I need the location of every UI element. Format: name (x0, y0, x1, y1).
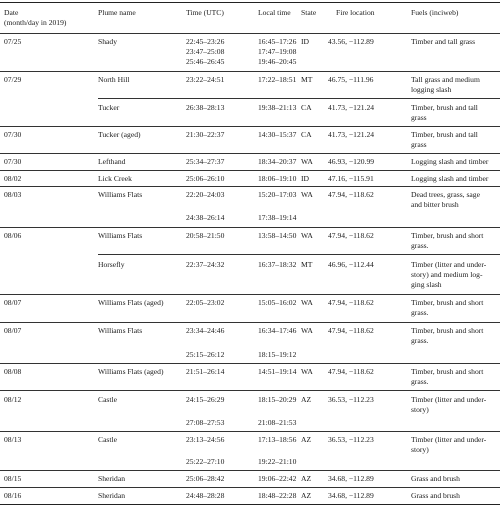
row-date: 08/13 (4, 435, 22, 444)
row-time: 22:20–24:03 (186, 190, 225, 199)
row-time: 22:37–24:32 (186, 260, 225, 269)
row-date: 08/15 (4, 474, 22, 483)
row-rule (0, 294, 500, 295)
row-time: 25:06–28:42 (186, 474, 225, 483)
row-state: AZ (301, 491, 312, 500)
row-fuel: Timber, brush and short (411, 326, 484, 335)
row-local: 13:58–14:50 (258, 231, 297, 240)
row-local: 14:30–15:37 (258, 130, 297, 139)
row-plume: Shady (98, 37, 117, 46)
row-fuel: grass. (411, 377, 429, 386)
row-rule (0, 390, 500, 391)
row-local: 18:15–20:29 (258, 395, 297, 404)
row-fire: 47.94, −118.62 (328, 298, 374, 307)
row-fuel: Timber, brush and tall (411, 103, 478, 112)
header-time: Time (UTC) (186, 8, 224, 17)
table-top-rule (0, 2, 500, 3)
row-local: 21:08–21:53 (258, 418, 297, 427)
row-time: 24:15–26:29 (186, 395, 225, 404)
row-rule (0, 227, 500, 228)
row-state: WA (301, 231, 313, 240)
row-state: AZ (301, 435, 312, 444)
row-time: 22:05–23:02 (186, 298, 225, 307)
row-time: 24:38–26:14 (186, 213, 225, 222)
row-fuel: story) and medium log- (411, 270, 483, 279)
row-local: 17:47–19:08 (258, 47, 297, 56)
row-fuel: logging slash (411, 85, 452, 94)
row-local: 16:34–17:46 (258, 326, 297, 335)
row-fire: 46.93, −120.99 (328, 157, 375, 166)
row-local: 19:46–20:45 (258, 57, 297, 66)
row-plume: Castle (98, 435, 117, 444)
row-time: 25:15–26:12 (186, 350, 225, 359)
row-date: 08/08 (4, 367, 22, 376)
row-fuel: Timber and tall grass (411, 37, 476, 46)
row-state: WA (301, 157, 313, 166)
row-plume: Tucker (98, 103, 120, 112)
row-rule (98, 254, 500, 255)
row-fuel: grass (411, 113, 427, 122)
row-local: 16:45–17:26 (258, 37, 297, 46)
row-fuel: grass. (411, 336, 429, 345)
header-date-sub: (month/day in 2019) (4, 18, 67, 27)
row-local: 15:20–17:03 (258, 190, 297, 199)
row-fire: 47.16, −115.91 (328, 174, 374, 183)
table-bottom-rule (0, 504, 500, 505)
row-plume: Castle (98, 395, 117, 404)
row-fire: 36.53, −112.23 (328, 395, 374, 404)
row-local: 18:48–22:28 (258, 491, 297, 500)
row-fuel: and bitter brush (411, 200, 459, 209)
row-date: 07/30 (4, 157, 22, 166)
row-time: 25:22–27:10 (186, 457, 225, 466)
row-rule (0, 153, 500, 154)
row-plume: Williams Flats (98, 326, 143, 335)
row-fuel: story) (411, 405, 429, 414)
row-local: 15:05–16:02 (258, 298, 297, 307)
header-rule (0, 33, 500, 34)
row-time: 27:08–27:53 (186, 418, 225, 427)
row-date: 08/02 (4, 174, 22, 183)
row-local: 17:13–18:56 (258, 435, 297, 444)
row-date: 08/07 (4, 326, 22, 335)
row-fire: 47.94, −118.62 (328, 190, 374, 199)
row-date: 08/12 (4, 395, 22, 404)
row-state: CA (301, 103, 312, 112)
row-plume: Sheridan (98, 474, 125, 483)
row-local: 18:34–20:37 (258, 157, 297, 166)
row-fuel: grass (411, 140, 427, 149)
row-state: MT (301, 260, 313, 269)
row-time: 25:06–26:10 (186, 174, 225, 183)
row-fire: 46.75, −111.96 (328, 75, 374, 84)
row-time: 23:47–25:08 (186, 47, 225, 56)
row-fuel: Timber, brush and short (411, 367, 484, 376)
row-fuel: Timber (litter and under- (411, 260, 487, 269)
row-fuel: Timber, brush and tall (411, 130, 478, 139)
row-fuel: Grass and brush (411, 474, 460, 483)
row-state: MT (301, 75, 313, 84)
row-plume: Williams Flats (98, 231, 143, 240)
row-plume: Horsefly (98, 260, 125, 269)
row-time: 25:34–27:37 (186, 157, 225, 166)
row-fuel: Timber, brush and short (411, 231, 484, 240)
row-state: AZ (301, 395, 312, 404)
row-state: WA (301, 190, 313, 199)
row-fuel: Tall grass and medium (411, 75, 480, 84)
header-plume: Plume name (98, 8, 136, 17)
row-plume: Lefthand (98, 157, 126, 166)
row-fire: 47.94, −118.62 (328, 326, 374, 335)
row-fuel: Logging slash and timber (411, 157, 489, 166)
row-fuel: Grass and brush (411, 491, 460, 500)
row-rule (0, 126, 500, 127)
row-fire: 36.53, −112.23 (328, 435, 374, 444)
row-state: ID (301, 37, 310, 46)
row-fuel: Logging slash and timber (411, 174, 489, 183)
row-time: 21:51–26:14 (186, 367, 225, 376)
row-rule (0, 186, 500, 187)
row-date: 08/03 (4, 190, 22, 199)
row-state: ID (301, 174, 310, 183)
row-local: 17:22–18:51 (258, 75, 297, 84)
row-fire: 34.68, −112.89 (328, 474, 374, 483)
header-date: Date (4, 8, 19, 17)
row-date: 08/07 (4, 298, 22, 307)
row-fire: 47.94, −118.62 (328, 367, 374, 376)
row-rule (98, 98, 500, 99)
row-state: WA (301, 326, 313, 335)
row-time: 26:38–28:13 (186, 103, 225, 112)
row-rule (0, 431, 500, 432)
row-time: 20:58–21:50 (186, 231, 225, 240)
row-fuel: Timber (litter and under- (411, 395, 487, 404)
row-local: 19:38–21:13 (258, 103, 297, 112)
row-fire: 43.56, −112.89 (328, 37, 374, 46)
row-state: AZ (301, 474, 312, 483)
row-date: 08/16 (4, 491, 22, 500)
row-fuel: grass. (411, 241, 429, 250)
row-rule (0, 470, 500, 471)
row-fuel: ging slash (411, 280, 442, 289)
row-state: WA (301, 298, 313, 307)
row-fire: 41.73, −121.24 (328, 103, 375, 112)
row-local: 14:51–19:14 (258, 367, 297, 376)
row-local: 18:06–19:10 (258, 174, 297, 183)
row-fire: 47.94, −118.62 (328, 231, 374, 240)
row-time: 23:34–24:46 (186, 326, 225, 335)
row-local: 18:15–19:12 (258, 350, 297, 359)
row-time: 22:45–23:26 (186, 37, 225, 46)
row-local: 19:06–22:42 (258, 474, 297, 483)
header-local: Local time (258, 8, 291, 17)
row-rule (0, 170, 500, 171)
row-fuel: Dead trees, grass, sage (411, 190, 480, 199)
row-fuel: grass. (411, 308, 429, 317)
row-time: 24:48–28:28 (186, 491, 225, 500)
row-local: 17:38–19:14 (258, 213, 297, 222)
row-plume: Williams Flats (aged) (98, 367, 164, 376)
row-date: 07/30 (4, 130, 22, 139)
row-plume: North Hill (98, 75, 130, 84)
row-fuel: Timber, brush and short (411, 298, 484, 307)
row-plume: Williams Flats (aged) (98, 298, 164, 307)
row-state: WA (301, 367, 313, 376)
row-time: 25:46–26:45 (186, 57, 225, 66)
row-time: 23:13–24:56 (186, 435, 225, 444)
row-date: 07/25 (4, 37, 22, 46)
header-state: State (301, 8, 317, 17)
row-plume: Williams Flats (98, 190, 143, 199)
row-fire: 34.68, −112.89 (328, 491, 374, 500)
row-rule (0, 322, 500, 323)
row-plume: Sheridan (98, 491, 125, 500)
header-fuels: Fuels (inciweb) (411, 8, 459, 17)
row-fire: 41.73, −121.24 (328, 130, 375, 139)
row-rule (0, 363, 500, 364)
header-fire: Fire location (336, 8, 375, 17)
row-date: 07/29 (4, 75, 22, 84)
row-state: CA (301, 130, 312, 139)
row-fire: 46.96, −112.44 (328, 260, 374, 269)
row-time: 23:22–24:51 (186, 75, 225, 84)
row-rule (0, 71, 500, 72)
row-rule (0, 487, 500, 488)
row-fuel: Timber (litter and under- (411, 435, 487, 444)
row-plume: Lick Creek (98, 174, 132, 183)
row-local: 16:37–18:32 (258, 260, 297, 269)
row-fuel: story) (411, 445, 429, 454)
row-date: 08/06 (4, 231, 22, 240)
row-plume: Tucker (aged) (98, 130, 141, 139)
row-local: 19:22–21:10 (258, 457, 297, 466)
row-time: 21:30–22:37 (186, 130, 225, 139)
